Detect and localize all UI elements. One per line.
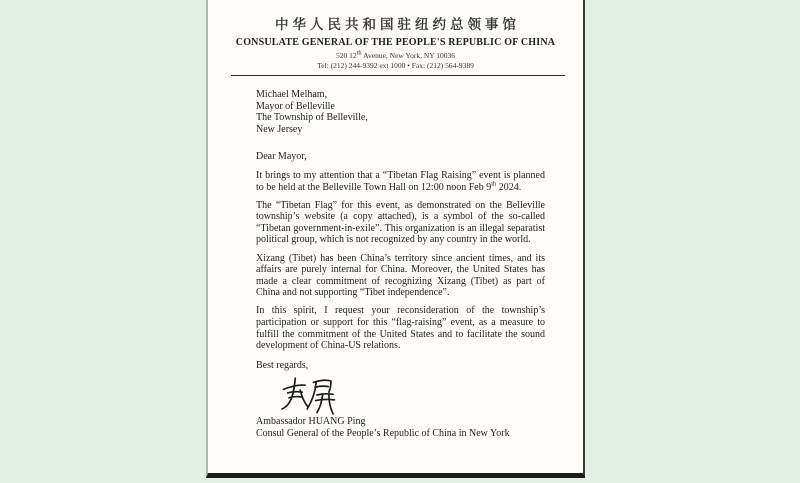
recipient-name: Michael Melham, <box>256 89 328 100</box>
letter-body <box>208 76 583 440</box>
closing: Best regards, <box>256 359 309 371</box>
salutation: Dear Mayor, <box>256 151 307 163</box>
address-text-rest: Avenue, New York, NY 10036 <box>361 51 456 60</box>
recipient-role: Mayor of Belleville <box>256 100 335 112</box>
consulate-address <box>208 51 583 60</box>
paragraph-4: In this spirit, I request your reconsideration of the township’s participation or support for this “flag-raising” event, as a measure to fulfill the commitment of the United States and to facilitate the sound development of China-US relations. <box>256 305 545 352</box>
signer-name: Ambassador HUANG Ping <box>256 416 366 428</box>
paragraph-1-text: It brings to my attention that a “Tibetan Flag Raising” event is planned to be held at the Belleville Town Hall on 12:00 noon Feb 9 <box>256 169 545 193</box>
paragraph-1-text-rest: 2024. <box>496 181 522 193</box>
date-ordinal-suffix: th <box>491 180 497 188</box>
recipient-org: The Township of Belleville, <box>256 112 368 124</box>
signer-title: Consul General of the People’s Republic of China in New York <box>256 427 510 439</box>
address-text: 520 12 <box>335 51 357 60</box>
letterhead <box>208 13 583 76</box>
consulate-title-english: CONSULATE GENERAL OF THE PEOPLE'S REPUBLIC OF CHINA <box>235 37 556 48</box>
signature-huang-ping-handwriting <box>266 374 545 416</box>
paragraph-2: The “Tibetan Flag” for this event, as demonstrated on the Belleville township’s website (a copy attached), is a symbol of the so-called “Tibetan government-in-exile”. This organization is an illegal separatist political group, which is not recognized by any country in the world. <box>256 199 545 246</box>
recipient-block <box>256 89 545 135</box>
paragraph-1 <box>256 170 545 193</box>
recipient-state: New Jersey <box>256 123 303 135</box>
letter-page <box>206 0 585 478</box>
consulate-title-chinese: 中华人民共和国驻纽约总领事馆 <box>275 17 520 32</box>
paragraph-3: Xizang (Tibet) has been China’s territory since ancient times, and its affairs are purely internal for China. Moreover, the United States has made a clear commitment of recognizing Xizang (Tibet) as part of China and not supporting “Tibet independence”. <box>256 252 545 299</box>
consulate-phone-fax: Tel: (212) 244-9392 ext 1000 • Fax: (212) 564-9389 <box>317 61 474 70</box>
address-ordinal-suffix: th <box>356 49 362 57</box>
signature-ink-icon <box>266 374 354 416</box>
